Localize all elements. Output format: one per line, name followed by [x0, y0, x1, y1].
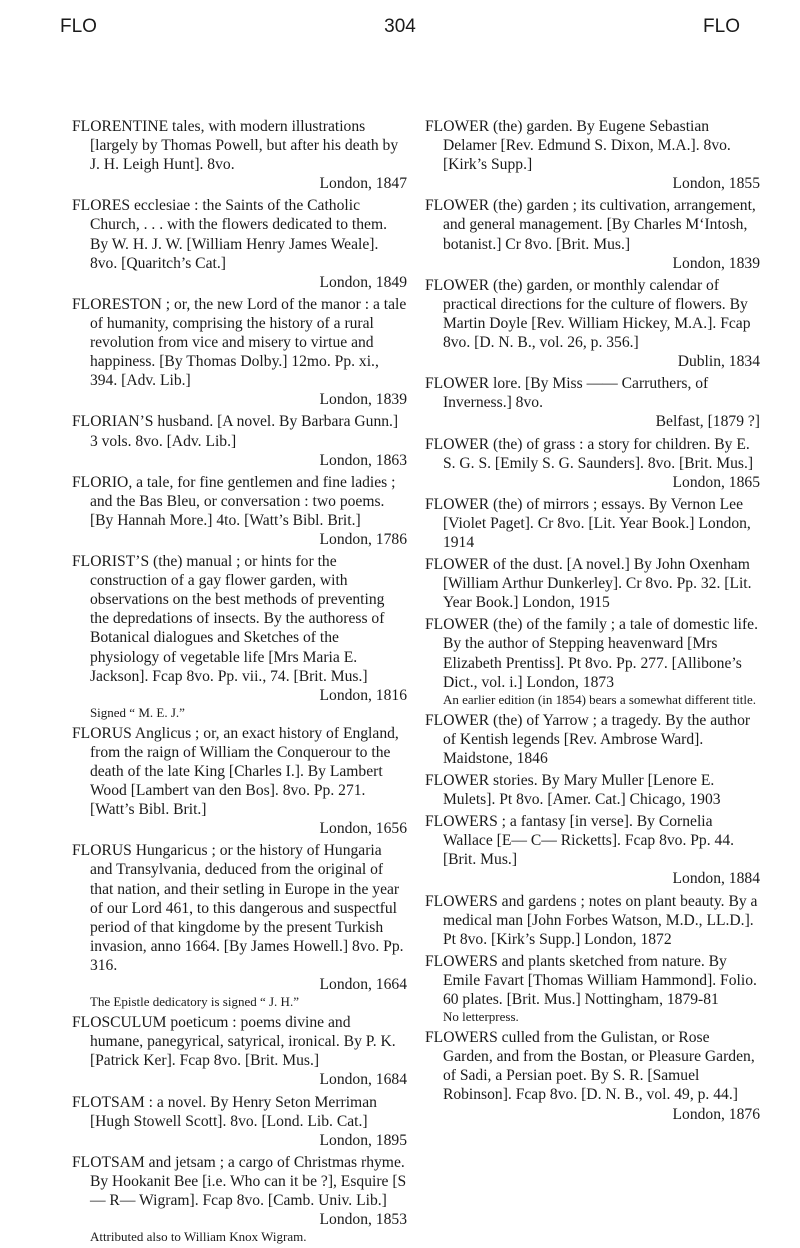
- bibliography-entry: [72, 1013, 407, 1089]
- entry-text: FLOWER (the) garden, or monthly calendar of practical directions for the culture of flowers. By Martin Doyle [Rev. William Hickey, M.A.]. Fcap 8vo. [D. N. B., vol. 26, p. 356.]: [425, 276, 751, 352]
- bibliography-entry: [425, 117, 760, 193]
- left-column: [72, 117, 407, 1248]
- bibliography-entry: [425, 196, 760, 272]
- bibliography-entry: [72, 412, 407, 469]
- entry-text: FLOWERS culled from the Gulistan, or Rose Garden, and from the Bostan, or Pleasure Garden, of Sadi, a Persian poet. By S. R. [Samuel Robinson]. Fcap 8vo. [D. N. B., vol. 49, p. 44.]: [425, 1029, 755, 1104]
- entry-text: FLOWER (the) of the family ; a tale of domestic life. By the author of Stepping heavenward [Mrs Elizabeth Prentiss]. Pt 8vo. Pp. 277. [Allibone’s Dict., vol. i.] London, 1873: [425, 616, 758, 691]
- entry-text: FLORIAN’S husband. [A novel. By Barbara Gunn.] 3 vols. 8vo. [Adv. Lib.]: [72, 413, 399, 450]
- entry-text: FLOTSAM : a novel. By Henry Seton Merriman [Hugh Stowell Scott]. 8vo. [Lond. Lib. Cat.]: [72, 1093, 377, 1130]
- entry-text: FLOWER (the) of Yarrow ; a tragedy. By the author of Kentish legends [Rev. Ambrose Ward]. Maidstone, 1846: [425, 711, 751, 767]
- bibliography-entry: [425, 952, 760, 1025]
- bibliography-entry: [425, 374, 760, 431]
- bibliography-entry: [72, 552, 407, 721]
- bibliography-entry: [425, 711, 760, 768]
- entry-text: FLORIO, a tale, for fine gentlemen and fine ladies ; and the Bas Bleu, or conversation : two poems. [By Hannah More.] 4to. [Watt’s Bibl. Brit.]: [72, 473, 396, 529]
- entry-text: FLORES ecclesiae : the Saints of the Catholic Church, . . . with the flowers dedicated to them. By W. H. J. W. [William Henry James Weale]. 8vo. [Quaritch’s Cat.]: [72, 197, 388, 272]
- entry-imprint: London, 1865: [672, 473, 760, 491]
- entry-text: FLOWERS and plants sketched from nature. By Emile Favart [Thomas William Hammond]. Folio. 60 plates. [Brit. Mus.] Nottingham, 1879-81: [425, 952, 757, 1009]
- entry-note: Attributed also to William Knox Wigram.: [89, 1229, 307, 1245]
- entry-text: FLORIST’S (the) manual ; or hints for the construction of a gay flower garden, with observations on the best methods of preventing the depredations of insects. By the authoress of Botanical dialogues and Sketches of the physiology of vegetable life [Mrs Maria E. Jackson]. Fcap 8vo. Pp. vii., 74. [Brit. Mus.]: [72, 553, 385, 685]
- entry-text: FLOWERS ; a fantasy [in verse]. By Cornelia Wallace [E— C— Ricketts]. Fcap 8vo. Pp. 44. [Brit. Mus.]: [425, 813, 735, 869]
- entry-text: FLOSCULUM poeticum : poems divine and humane, panegyrical, satyrical, ironical. By P. K. [Patrick Ker]. Fcap 8vo. [Brit. Mus.]: [72, 1014, 396, 1070]
- entry-imprint: London, 1884: [672, 870, 760, 888]
- running-head-right: FLO: [703, 16, 740, 37]
- entry-imprint: London, 1839: [319, 391, 407, 409]
- entry-imprint: London, 1855: [672, 175, 760, 193]
- entry-imprint: London, 1816: [319, 686, 407, 704]
- bibliography-entry: [72, 841, 407, 1010]
- bibliography-entry: [72, 295, 407, 410]
- bibliography-entry: [72, 1153, 407, 1245]
- entry-text: FLOWER (the) garden ; its cultivation, arrangement, and general management. [By Charles M‘Intosh, botanist.] Cr 8vo. [Brit. Mus.]: [425, 197, 756, 253]
- entry-imprint: London, 1876: [672, 1105, 760, 1123]
- bibliography-entry: [72, 117, 407, 193]
- entry-imprint: Belfast, [1879 ?]: [655, 413, 760, 431]
- entry-note: An earlier edition (in 1854) bears a somewhat different title.: [442, 691, 757, 707]
- entry-imprint: London, 1839: [672, 254, 760, 272]
- entry-note: Signed “ M. E. J.”: [89, 704, 185, 720]
- entry-text: FLORESTON ; or, the new Lord of the manor : a tale of humanity, comprising the history of a rural revolution from vice and misery to virtue and happiness. [By Thomas Dolby.] 12mo. Pp. xi., 394. [Adv. Lib.]: [72, 295, 407, 390]
- entry-text: FLOWER (the) of grass : a story for children. By E. S. G. S. [Emily S. G. Saunders]. 8vo. [Brit. Mus.]: [425, 435, 754, 472]
- bibliography-entry: [425, 771, 760, 809]
- entry-imprint: London, 1895: [319, 1131, 407, 1149]
- entry-text: FLOWER stories. By Mary Muller [Lenore E. Mulets]. Pt 8vo. [Amer. Cat.] Chicago, 1903: [425, 772, 721, 809]
- bibliography-entry: [72, 196, 407, 291]
- entry-text: FLORENTINE tales, with modern illustrations [largely by Thomas Powell, but after his death by J. H. Leigh Hunt]. 8vo.: [72, 118, 399, 174]
- entry-imprint: Dublin, 1834: [677, 353, 760, 371]
- entry-imprint: London, 1656: [319, 820, 407, 838]
- entry-text: FLOWER (the) garden. By Eugene Sebastian Delamer [Rev. Edmund S. Dixon, M.A.]. 8vo. [Kirk’s Supp.]: [425, 118, 731, 174]
- page-header: [60, 16, 740, 46]
- entry-imprint: London, 1863: [319, 451, 407, 469]
- entry-imprint: London, 1664: [319, 976, 407, 994]
- bibliography-entry: [425, 615, 760, 707]
- bibliography-entry: [425, 276, 760, 371]
- entry-note: The Epistle dedicatory is signed “ J. H.”: [89, 994, 299, 1010]
- entry-text: FLOTSAM and jetsam ; a cargo of Christmas rhyme. By Hookanit Bee [i.e. Who can it be ?], Esquire [S— R— Wigram]. Fcap 8vo. [Camb. Univ. Lib.]: [72, 1153, 407, 1209]
- entry-text: FLOWERS and gardens ; notes on plant beauty. By a medical man [John Forbes Watson, M.D., LL.D.]. Pt 8vo. [Kirk’s Supp.] London, 1872: [425, 892, 758, 948]
- entry-text: FLORUS Anglicus ; or, an exact history of England, from the raign of William the Conquerour to the death of the late King [Charles I.]. By Lambert Wood [Lambert van den Bos]. 8vo. Pp. 271. [Watt’s Bibl. Brit.]: [72, 724, 399, 819]
- bibliography-entry: [425, 892, 760, 949]
- page-number: 304: [384, 16, 416, 37]
- right-column: [425, 117, 760, 1127]
- bibliography-entry: [425, 812, 760, 888]
- bibliography-entry: [425, 555, 760, 612]
- entry-note: No letterpress.: [442, 1009, 519, 1025]
- entry-imprint: London, 1786: [319, 530, 407, 548]
- entry-text: FLOWER lore. [By Miss —— Carruthers, of Inverness.] 8vo.: [425, 375, 709, 412]
- entry-imprint: London, 1847: [319, 175, 407, 193]
- bibliography-entry: [425, 495, 760, 552]
- bibliography-entry: [72, 724, 407, 839]
- entry-imprint: London, 1853: [319, 1211, 407, 1229]
- entry-imprint: London, 1684: [319, 1071, 407, 1089]
- bibliography-entry: [72, 1093, 407, 1150]
- entry-text: FLOWER of the dust. [A novel.] By John Oxenham [William Arthur Dunkerley]. Cr 8vo. Pp. 32. [Lit. Year Book.] London, 1915: [425, 556, 752, 612]
- bibliography-entry: [425, 435, 760, 492]
- entry-text: FLOWER (the) of mirrors ; essays. By Vernon Lee [Violet Paget]. Cr 8vo. [Lit. Year Book.] London, 1914: [425, 495, 751, 551]
- bibliography-entry: [425, 1028, 760, 1123]
- entry-imprint: London, 1849: [319, 273, 407, 291]
- entry-text: FLORUS Hungaricus ; or the history of Hungaria and Transylvania, deduced from the original of that nation, and their setling in Europe in the year of our Lord 461, to this dangerous and suspectful period of that kingdome by the present Turkish invasion, anno 1664. [By James Howell.] 8vo. Pp. 316.: [72, 842, 404, 974]
- running-head-left: FLO: [60, 16, 97, 37]
- bibliography-entry: [72, 473, 407, 549]
